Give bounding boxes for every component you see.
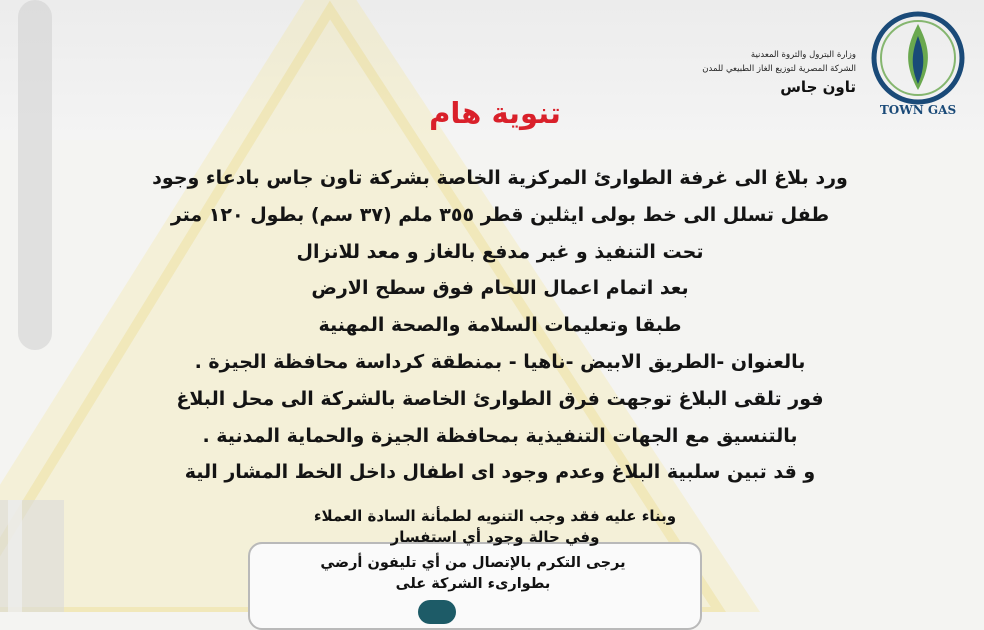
notice-body [90, 160, 910, 491]
phone-icon [418, 600, 456, 624]
notice-line: بالتنسيق مع الجهات التنفيذية بمحافظة الجيزة والحماية المدنية . [202, 424, 798, 447]
notice-line: تحت التنفيذ و غير مدفع بالغاز و معد للانزال [296, 240, 704, 263]
notice-title: تنوية هام [429, 96, 561, 130]
company-short-name: تاون جاس [780, 78, 856, 96]
notice-line: بعد اتمام اعمال اللحام فوق سطح الارض [311, 277, 689, 300]
closing-block [220, 506, 770, 547]
logo-text: TOWN GAS [879, 103, 957, 117]
organization-header [702, 48, 856, 98]
reassurance-line: وبناء عليه فقد وجب التنويه لطمأنة السادة العملاء [313, 507, 677, 525]
notice-line: طفل تسلل الى خط بولى ايثلين قطر ٣٥٥ ملم (٣٧ سم) بطول ١٢٠ متر [170, 203, 830, 226]
notice-line: فور تلقى البلاغ توجهت فرق الطوارئ الخاصة بالشركة الى محل البلاغ [176, 387, 824, 410]
contact-line: بطوارىء الشركة على [395, 576, 551, 592]
ministry-name: وزارة البترول والثروة المعدنية [750, 50, 856, 60]
inquiry-line: وفي حالة وجود أي استفسار [390, 528, 600, 546]
notice-line: ورد بلاغ الى غرفة الطوارئ المركزية الخاصة بشركة تاون جاس بادعاء وجود [152, 167, 848, 189]
contact-text [250, 553, 696, 595]
notice-line: طبقا وتعليمات السلامة والصحة المهنية [318, 314, 682, 337]
company-full-name: الشركة المصرية لتوزيع الغاز الطبيعي للمدن [702, 64, 856, 74]
notice-line: و قد تبين سلبية البلاغ وعدم وجود اى اطفال داخل الخط المشار الية [184, 461, 816, 484]
notice-line: بالعنوان -الطريق الابيض -ناهيا - بمنطقة كرداسة محافظة الجيزة . [194, 350, 806, 373]
contact-line: يرجى التكرم بالإتصال من أي تليفون أرضي [320, 555, 626, 571]
